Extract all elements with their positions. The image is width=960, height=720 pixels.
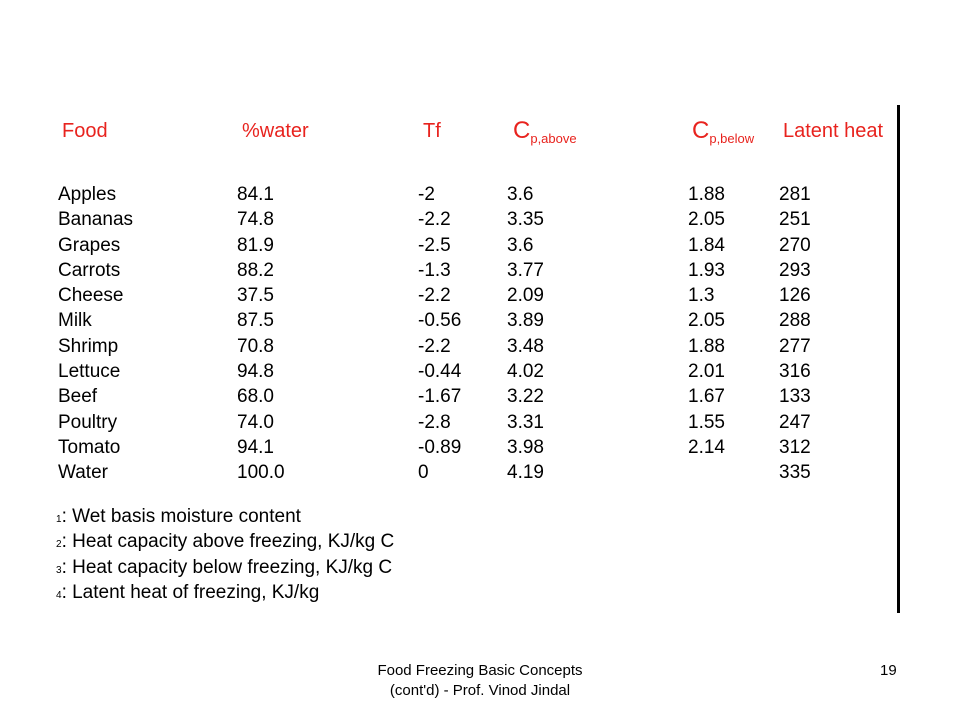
cell-food: Milk (58, 310, 92, 332)
cell-cp-below: 1.84 (688, 234, 725, 256)
table-row (0, 207, 960, 232)
footnote-mark: 3 (56, 564, 62, 576)
cell-water: 100.0 (237, 462, 285, 484)
cell-latent: 270 (779, 234, 811, 256)
cell-cp-below: 1.93 (688, 259, 725, 281)
cell-food: Shrimp (58, 335, 119, 357)
cell-cp-above: 3.48 (507, 335, 544, 357)
cell-water: 68.0 (237, 386, 274, 408)
table-row (0, 435, 960, 460)
cell-water: 94.8 (237, 361, 274, 383)
cell-water: 70.8 (237, 335, 274, 357)
cell-tf: -0.56 (418, 310, 462, 332)
header-latent-heat: Latent heat (783, 120, 884, 142)
cell-food: Lettuce (58, 361, 121, 383)
cell-cp-above: 3.6 (507, 184, 534, 205)
table-row (0, 258, 960, 283)
cell-water: 84.1 (237, 184, 274, 205)
cell-latent: 312 (779, 436, 811, 458)
table-row (0, 384, 960, 409)
cell-food: Bananas (58, 209, 134, 231)
cell-water: 87.5 (237, 310, 274, 332)
table-body (0, 182, 960, 486)
footnote-mark: 2 (56, 539, 62, 551)
footnotes (56, 504, 394, 605)
cell-cp-above: 3.22 (507, 386, 544, 408)
cell-water: 37.5 (237, 285, 274, 307)
cell-tf: -2.8 (418, 411, 451, 433)
cell-latent: 293 (779, 259, 811, 281)
cell-latent: 133 (779, 386, 811, 408)
cell-latent: 335 (779, 462, 811, 484)
footer-title-line1: Food Freezing Basic Concepts (377, 662, 583, 679)
footnote-text: : Latent heat of freezing, KJ/kg (61, 581, 320, 603)
header-water: %water (242, 120, 309, 142)
cell-latent: 277 (779, 335, 811, 357)
footnote (56, 580, 394, 605)
cell-food: Cheese (58, 285, 124, 307)
footer-title (330, 661, 630, 701)
cell-cp-below: 2.01 (688, 361, 725, 383)
cell-cp-below: 1.88 (688, 184, 725, 205)
cell-latent: 251 (779, 209, 811, 231)
cell-cp-below: 1.67 (688, 386, 725, 408)
table-row (0, 334, 960, 359)
table-row (0, 359, 960, 384)
cell-latent: 288 (779, 310, 811, 332)
cell-food: Beef (58, 386, 98, 408)
cell-cp-above: 4.19 (507, 462, 544, 484)
cell-tf: -2.2 (418, 209, 451, 231)
header-cp-below-main: C (692, 117, 710, 144)
cell-cp-below: 2.05 (688, 310, 725, 332)
cell-latent: 316 (779, 361, 811, 383)
cell-latent: 281 (779, 184, 811, 205)
cell-cp-above: 3.98 (507, 436, 544, 458)
cell-cp-below: 2.05 (688, 209, 725, 231)
header-food: Food (62, 120, 108, 142)
cell-food: Apples (58, 184, 117, 205)
footnote (56, 504, 394, 529)
cell-food: Carrots (58, 259, 121, 281)
cell-food: Grapes (58, 234, 121, 256)
page-number: 19 (880, 662, 897, 679)
cell-cp-above: 3.6 (507, 234, 534, 256)
table-row (0, 460, 960, 485)
header-cp-above-main: C (513, 117, 531, 144)
footnote-text: : Heat capacity above freezing, KJ/kg C (61, 531, 395, 553)
table-row (0, 182, 960, 207)
cell-tf: -0.89 (418, 436, 462, 458)
header-tf: Tf (423, 120, 441, 142)
cell-water: 81.9 (237, 234, 274, 256)
cell-cp-below: 1.55 (688, 411, 725, 433)
cell-food: Water (58, 462, 108, 484)
cell-cp-below: 1.88 (688, 335, 725, 357)
cell-cp-above: 2.09 (507, 285, 544, 307)
footer-title-line2: (cont'd) - Prof. Vinod Jindal (389, 682, 571, 699)
cell-water: 74.8 (237, 209, 274, 231)
cell-cp-above: 3.89 (507, 310, 544, 332)
footnote (56, 555, 394, 580)
footnote (56, 529, 394, 554)
cell-tf: -0.44 (418, 361, 462, 383)
cell-cp-above: 3.77 (507, 259, 544, 281)
cell-tf: -1.67 (418, 386, 462, 408)
cell-cp-above: 4.02 (507, 361, 544, 383)
header-cp-below (692, 118, 754, 147)
footnote-mark: 4 (56, 589, 62, 601)
table-row (0, 410, 960, 435)
cell-tf: -2.2 (418, 335, 451, 357)
header-cp-below-sub: p,below (709, 131, 755, 146)
table-row (0, 233, 960, 258)
cell-cp-below: 1.3 (688, 285, 715, 307)
cell-tf: -2 (418, 184, 435, 205)
table-row (0, 283, 960, 308)
cell-cp-above: 3.31 (507, 411, 544, 433)
footnote-mark: 1 (56, 514, 62, 525)
cell-water: 94.1 (237, 436, 274, 458)
cell-food: Tomato (58, 436, 121, 458)
cell-cp-below: 2.14 (688, 436, 725, 458)
table-row (0, 308, 960, 333)
cell-tf: -2.2 (418, 285, 451, 307)
cell-food: Poultry (58, 411, 118, 433)
cell-water: 88.2 (237, 259, 274, 281)
header-cp-above (513, 118, 577, 147)
cell-water: 74.0 (237, 411, 274, 433)
footnote-text: : Heat capacity below freezing, KJ/kg C (61, 556, 393, 578)
cell-cp-above: 3.35 (507, 209, 544, 231)
cell-tf: -1.3 (418, 259, 451, 281)
cell-latent: 247 (779, 411, 811, 433)
cell-tf: -2.5 (418, 234, 451, 256)
cell-latent: 126 (779, 285, 811, 307)
header-cp-above-sub: p,above (530, 131, 577, 146)
footnote-text: : Wet basis moisture content (61, 506, 301, 527)
cell-tf: 0 (418, 462, 429, 484)
